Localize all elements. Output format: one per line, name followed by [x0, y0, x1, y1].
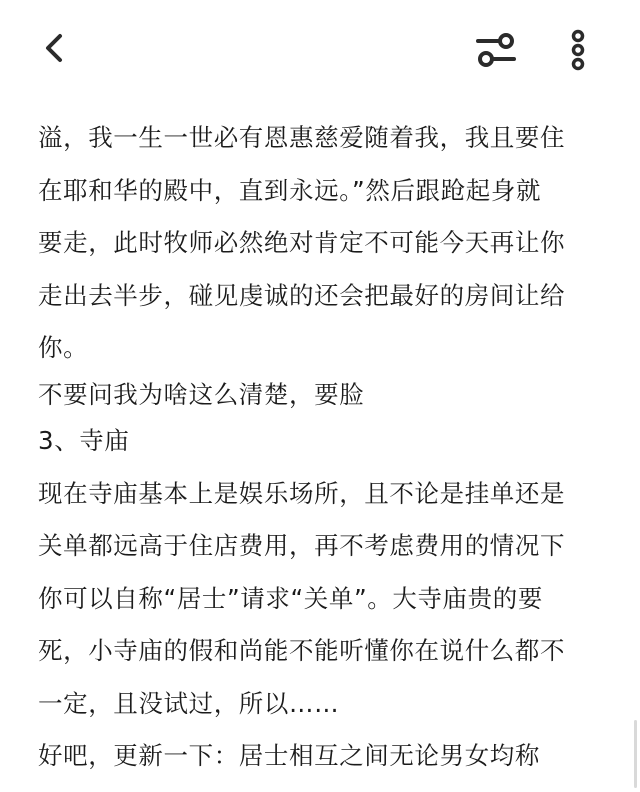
- chevron-left-icon: [36, 28, 76, 68]
- adjust-settings-button[interactable]: [474, 28, 518, 72]
- paragraph: 不要问我为啥这么清楚，要脸: [38, 379, 365, 409]
- scrollbar[interactable]: [634, 720, 637, 788]
- paragraph-line: 关单都远高于住店费用，再不考虑费用的情况下: [38, 531, 566, 560]
- adjust-settings-icon: [474, 28, 518, 72]
- paragraph-line: 好吧，更新一下：居士相互之间无论男女均称: [38, 741, 540, 770]
- paragraph-line: 一定，且没试过，所以……: [38, 688, 340, 718]
- paragraph-line: 在耶和华的殿中，直到永远。”然后跟跄起身就: [38, 175, 542, 205]
- paragraph-line: 溢，我一生一世必有恩惠慈爱随着我，我且要住: [38, 123, 566, 152]
- paragraph-line: 现在寺庙基本上是娱乐场所，且不论是挂单还是: [38, 478, 566, 508]
- more-vertical-icon: [560, 28, 596, 72]
- section-heading: 3、寺庙: [38, 426, 130, 455]
- article-body: [38, 112, 608, 783]
- paragraph-line: 你可以自称“居士”请求“关单”。大寺庙贵的要: [38, 583, 543, 613]
- back-button[interactable]: [36, 28, 76, 68]
- paragraph-line: 死，小寺庙的假和尚能不能听懂你在说什么都不: [38, 636, 566, 665]
- paragraph-line: 走出去半步，碰见虔诚的还会把最好的房间让给: [38, 280, 566, 310]
- paragraph-line: 你。: [38, 333, 89, 362]
- top-app-bar: [0, 0, 640, 100]
- paragraph-line: 要走，此时牧师必然绝对肯定不可能今天再让你: [38, 228, 566, 257]
- more-options-button[interactable]: [560, 28, 596, 72]
